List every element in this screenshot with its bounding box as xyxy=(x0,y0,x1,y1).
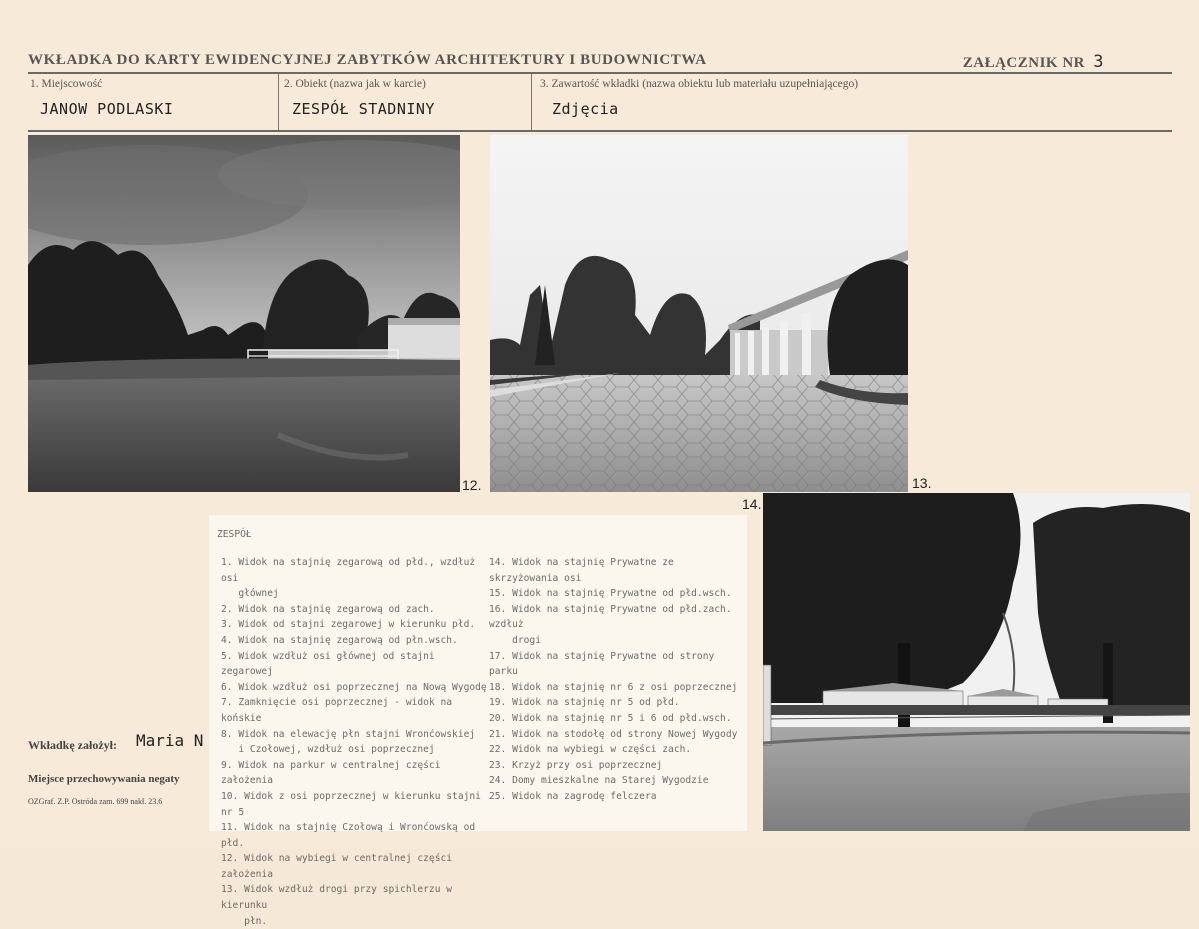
caption-item: 10. Widok z osi poprzecznej w kierunku stajni nr 5 xyxy=(221,790,487,818)
caption-item: 13. Widok wzdłuż drogi przy spichlerzu w kierunku płn. xyxy=(221,884,453,927)
sheet-title: WKŁADKA DO KARTY EWIDENCYJNEJ ZABYTKÓW ARCHITEKTURY I BUDOWNICTWA xyxy=(28,52,707,68)
caption-item: 23. Krzyż przy osi poprzecznej xyxy=(489,759,663,771)
object-value: ZESPÓŁ STADNINY xyxy=(292,100,435,118)
locality-label: 1. Miejscowość xyxy=(30,78,103,90)
content-value: Zdjęcia xyxy=(552,100,619,118)
caption-item: 5. Widok wzdłuż osi głównej od stajni zegarowej xyxy=(221,650,441,678)
photo-number-13: 13. xyxy=(912,475,932,491)
photo-meadow xyxy=(28,135,460,492)
founder-value: Maria N xyxy=(136,731,204,750)
annex-label xyxy=(963,52,1104,72)
founder-label: Wkładkę założył: xyxy=(28,738,117,752)
photo-trees-buildings xyxy=(763,493,1190,831)
content-label: 3. Zawartość wkładki (nazwa obiektu lub materiału uzupełniającego) xyxy=(540,78,859,90)
caption-item: 20. Widok na stajnię nr 5 i 6 od płd.wsch. xyxy=(489,712,732,724)
caption-item: 16. Widok na stajnię Prywatne od płd.zach. wzdłuż drogi xyxy=(489,603,732,646)
caption-item: 17. Widok na stajnię Prywatne od strony parku xyxy=(489,650,721,678)
caption-item: 15. Widok na stajnię Prywatne od płd.wsch. xyxy=(489,588,732,600)
header-rule-top xyxy=(28,72,1172,74)
caption-list-left xyxy=(221,555,491,929)
caption-item: 8. Widok na elewację płn stajni Wronćowskiej i Czołowej, wzdłuż osi poprzecznej xyxy=(221,728,476,756)
object-label: 2. Obiekt (nazwa jak w karcie) xyxy=(284,78,426,90)
caption-item: 6. Widok wzdłuż osi poprzecznej na Nową Wygodę xyxy=(221,681,487,693)
caption-item: 24. Domy mieszkalne na Starej Wygodzie xyxy=(489,775,709,787)
photo-caption-list xyxy=(209,515,747,927)
caption-item: 7. Zamknięcie osi poprzecznej - widok na końskie xyxy=(221,697,458,724)
field-divider-2 xyxy=(531,74,532,130)
annex-number: 3 xyxy=(1093,52,1104,72)
caption-item: 9. Widok na parkur w centralnej części założenia xyxy=(221,759,447,787)
caption-item: 2. Widok na stajnię zegarową od zach. xyxy=(221,603,435,615)
caption-item: 25. Widok na zagrodę felczera xyxy=(489,790,657,802)
list-heading: ZESPÓŁ xyxy=(217,529,252,540)
caption-item: 14. Widok na stajnię Prywatne ze skrzyżowania osi xyxy=(489,557,680,584)
caption-item: 4. Widok na stajnię zegarową od płn.wsch. xyxy=(221,634,458,646)
annex-label-text: ZAŁĄCZNIK NR xyxy=(962,55,1085,71)
header-rule-bottom xyxy=(28,130,1172,132)
caption-item: 3. Widok od stajni zegarowej w kierunku płd. xyxy=(221,619,476,631)
caption-item: 12. Widok na wybiegi w centralnej części założenia xyxy=(221,853,458,880)
caption-item: 11. Widok na stajnię Czołową i Wronćowską od płd. xyxy=(221,822,481,849)
caption-item: 1. Widok na stajnię zegarową od płd., wzdłuż osi głównej xyxy=(221,557,476,600)
negative-storage-label: Miejsce przechowywania negaty xyxy=(28,773,180,785)
caption-list-right xyxy=(489,555,744,805)
print-note: OZGraf. Z.P. Ostróda zam. 699 nakł. 23.6 xyxy=(28,797,163,806)
field-divider-1 xyxy=(278,74,279,130)
photo-number-14: 14. xyxy=(742,496,762,512)
caption-item: 19. Widok na stajnię nr 5 od płd. xyxy=(489,697,680,709)
caption-item: 22. Widok na wybiegi w części zach. xyxy=(489,744,692,756)
photo-colonnade-road xyxy=(490,135,908,492)
locality-value: JANOW PODLASKI xyxy=(40,100,174,118)
caption-item: 21. Widok na stodołę od strony Nowej Wygody xyxy=(489,728,738,740)
photo-number-12: 12. xyxy=(462,477,482,493)
caption-item: 18. Widok na stajnię nr 6 z osi poprzecznej xyxy=(489,681,738,693)
